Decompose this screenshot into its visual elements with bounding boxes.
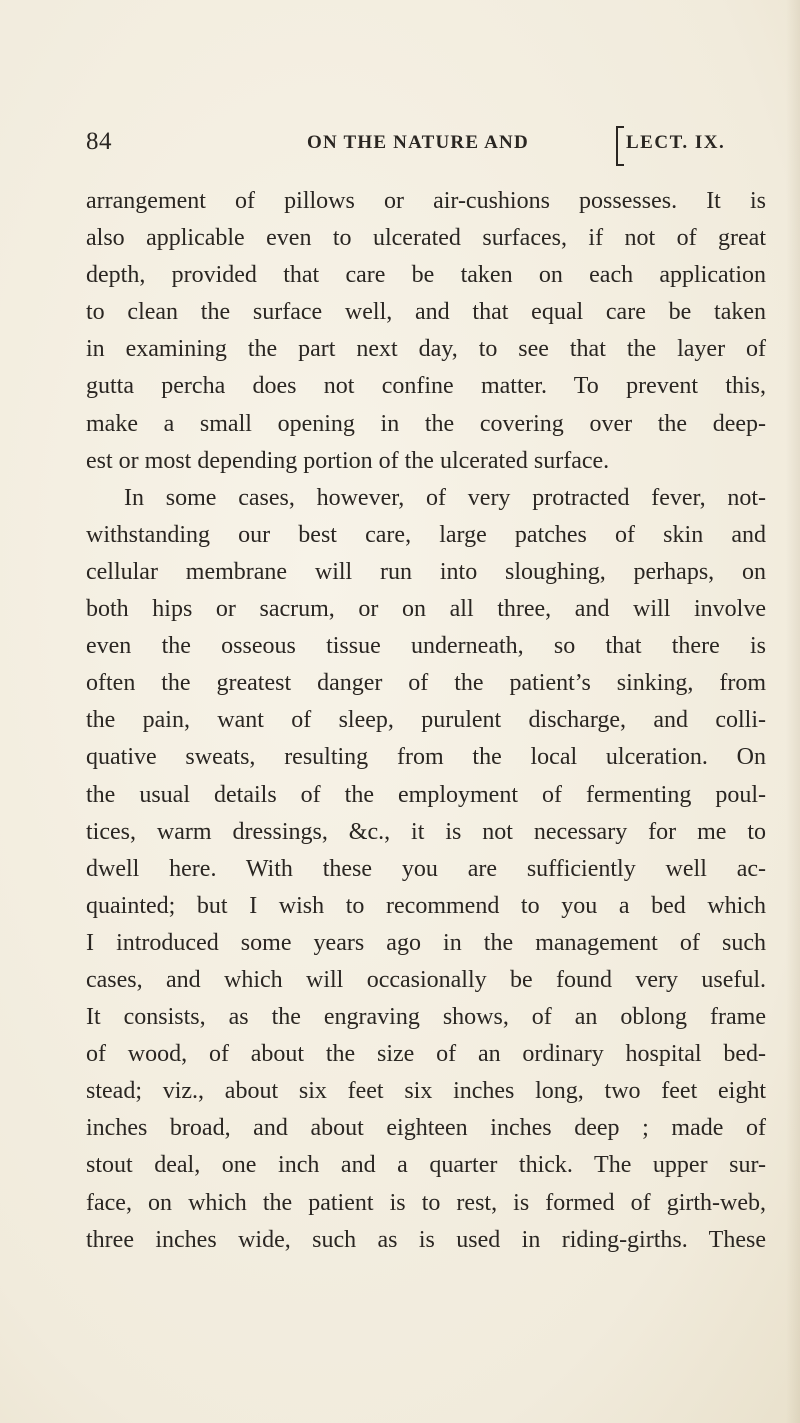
- running-title: ON THE NATURE AND: [307, 132, 529, 153]
- body-text: [86, 183, 766, 1259]
- text-line: cases, and which will occasionally be found very useful.: [86, 966, 766, 993]
- page-number: 84: [86, 128, 112, 155]
- text-line: often the greatest danger of the patient’s sinking, from: [86, 670, 766, 697]
- text-line: make a small opening in the covering over the deep-: [86, 410, 766, 437]
- text-line: also applicable even to ulcerated surfaces, if not of great: [86, 225, 766, 252]
- text-line: stead; viz., about six feet six inches long, two feet eight: [86, 1078, 766, 1105]
- lecture-label: LECT. IX.: [616, 132, 725, 154]
- text-line: withstanding our best care, large patches of skin and: [86, 521, 766, 548]
- text-line: tices, warm dressings, &c., it is not necessary for me to: [86, 818, 766, 845]
- text-line: gutta percha does not confine matter. To prevent this,: [86, 373, 766, 400]
- text-line: cellular membrane will run into sloughing, perhaps, on: [86, 558, 766, 585]
- text-line: three inches wide, such as is used in riding-girths. These: [86, 1226, 766, 1253]
- text-line: quative sweats, resulting from the local ulceration. On: [86, 744, 766, 771]
- text-line: the pain, want of sleep, purulent discharge, and colli-: [86, 707, 766, 734]
- text-line: stout deal, one inch and a quarter thick. The upper sur-: [86, 1152, 766, 1179]
- text-line: inches broad, and about eighteen inches deep ; made of: [86, 1115, 766, 1142]
- text-line: arrangement of pillows or air-cushions possesses. It is: [86, 188, 766, 214]
- text-line: the usual details of the employment of fermenting poul-: [86, 781, 766, 808]
- text-line: of wood, of about the size of an ordinary hospital bed-: [86, 1041, 766, 1068]
- text-line: quainted; but I wish to recommend to you a bed which: [86, 892, 766, 919]
- text-line: in examining the part next day, to see that the layer of: [86, 336, 766, 363]
- text-line: to clean the surface well, and that equal care be taken: [86, 299, 766, 326]
- text-line: It consists, as the engraving shows, of an oblong frame: [86, 1004, 766, 1031]
- text-line: face, on which the patient is to rest, is formed of girth-web,: [86, 1189, 766, 1216]
- running-header: [86, 128, 766, 162]
- page-edge-shadow: [786, 0, 800, 1423]
- text-line: both hips or sacrum, or on all three, and will involve: [86, 596, 766, 623]
- paragraph-start-line: In some cases, however, of very protracted fever, not-: [124, 484, 766, 511]
- text-line: dwell here. With these you are sufficiently well ac-: [86, 855, 766, 882]
- text-line: even the osseous tissue underneath, so that there is: [86, 633, 766, 660]
- text-line: depth, provided that care be taken on each application: [86, 262, 766, 289]
- text-line: est or most depending portion of the ulcerated surface.: [86, 447, 610, 474]
- text-line: I introduced some years ago in the management of such: [86, 929, 766, 956]
